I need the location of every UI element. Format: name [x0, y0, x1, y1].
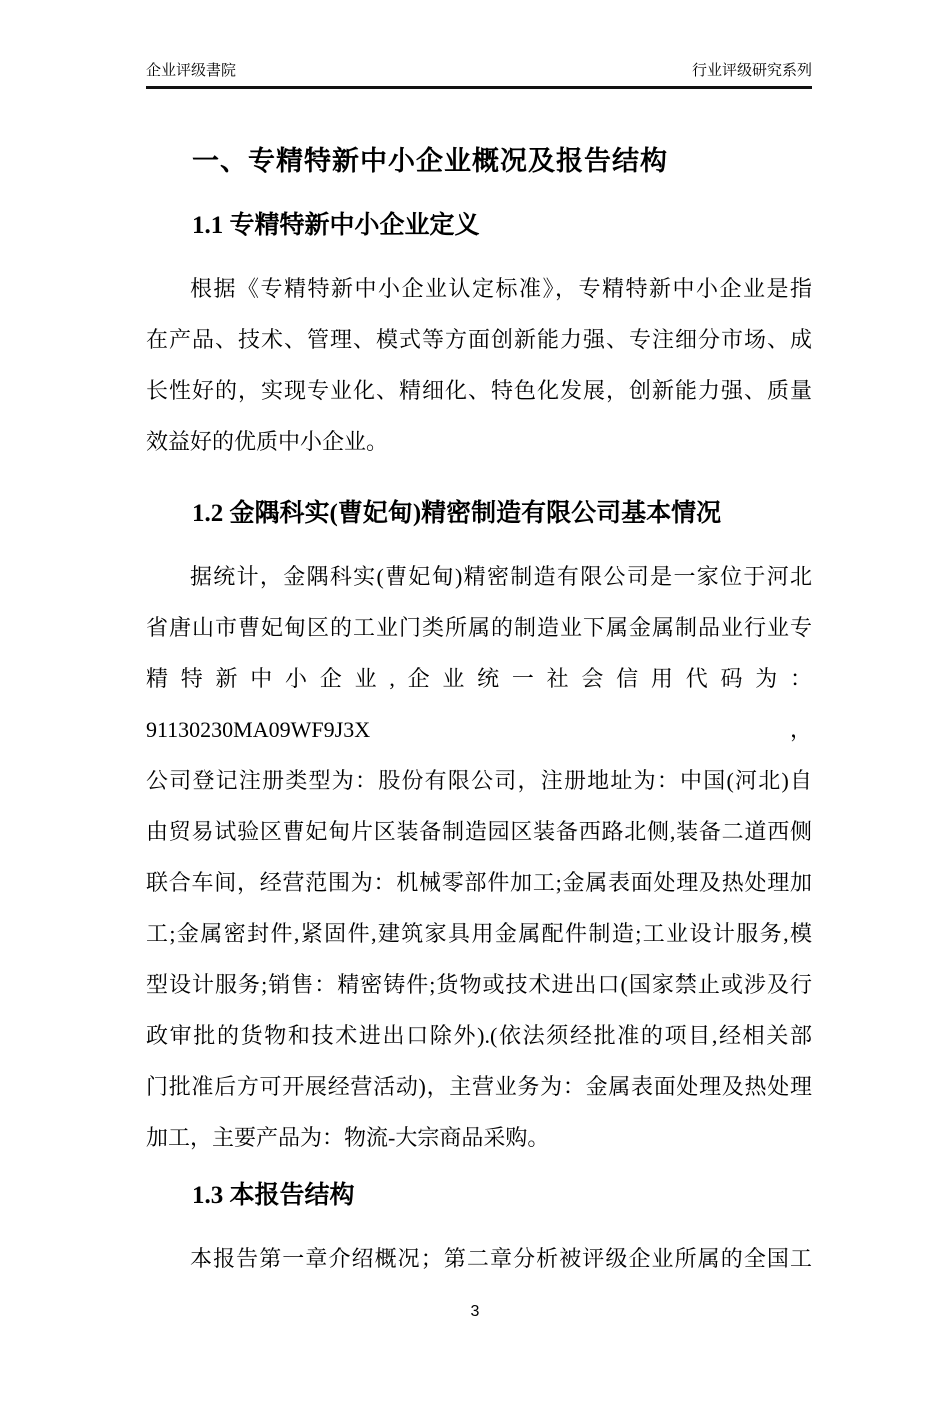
section-1-1-paragraph: [146, 263, 812, 467]
paragraph-line: 效益好的优质中小企业。: [146, 429, 389, 454]
paragraph-line: 联合车间，经营范围为：机械零部件加工;金属表面处理及热处理加: [146, 870, 812, 895]
paragraph-line: 公司登记注册类型为：股份有限公司，注册地址为：中国(河北)自: [146, 768, 812, 793]
page: [0, 62, 950, 1406]
section-1-2-paragraph: [146, 551, 812, 1163]
document-page: [0, 62, 950, 1406]
paragraph-line: 长性好的，实现专业化、精细化、特色化发展，创新能力强、质量: [146, 378, 812, 403]
page-number: 3: [470, 1303, 480, 1320]
section-1-2-heading: 1.2 金隅科实(曹妃甸)精密制造有限公司基本情况: [192, 500, 722, 527]
section-1-2: [146, 497, 812, 1163]
paragraph-line: 型设计服务;销售：精密铸件;货物或技术进出口(国家禁止或涉及行: [146, 972, 812, 997]
paragraph-line: 省唐山市曹妃甸区的工业门类所属的制造业下属金属制品业行业专: [146, 615, 812, 640]
paragraph-line: 由贸易试验区曹妃甸片区装备制造园区装备西路北侧,装备二道西侧: [146, 819, 812, 844]
section-1-3-paragraph: [146, 1233, 812, 1284]
paragraph-line: 门批准后方可开展经营活动)，主营业务为：金属表面处理及热处理: [146, 1074, 812, 1099]
paragraph-line: 精特新中小企业,企业统一社会信用代码为：91130230MA09WF9J3X，: [146, 666, 812, 742]
section-1-3: [146, 1179, 812, 1284]
paragraph-line: 据统计，金隅科实(曹妃甸)精密制造有限公司是一家位于河北: [190, 564, 812, 589]
page-header: [146, 62, 812, 89]
section-1-1: [146, 209, 812, 467]
paragraph-line: 政审批的货物和技术进出口除外).(依法须经批准的项目,经相关部: [146, 1023, 812, 1048]
paragraph-line: 根据《专精特新中小企业认定标准》，专精特新中小企业是指: [190, 276, 812, 301]
page-body: [146, 143, 812, 1284]
section-1-1-heading: 1.1 专精特新中小企业定义: [192, 212, 480, 239]
section-1-3-heading: 1.3 本报告结构: [192, 1182, 355, 1209]
header-left-text: 企业评级書院: [146, 62, 237, 79]
paragraph-line: 本报告第一章介绍概况；第二章分析被评级企业所属的全国工: [190, 1246, 812, 1271]
header-right-text: 行业评级研究系列: [691, 62, 812, 79]
paragraph-line: 在产品、技术、管理、模式等方面创新能力强、专注细分市场、成: [146, 327, 812, 352]
paragraph-line: 工;金属密封件,紧固件,建筑家具用金属配件制造;工业设计服务,模: [146, 921, 812, 946]
chapter-title: 一、专精特新中小企业概况及报告结构: [192, 146, 668, 176]
page-footer: [0, 1302, 950, 1322]
paragraph-line: 加工，主要产品为：物流-大宗商品采购。: [146, 1125, 550, 1150]
